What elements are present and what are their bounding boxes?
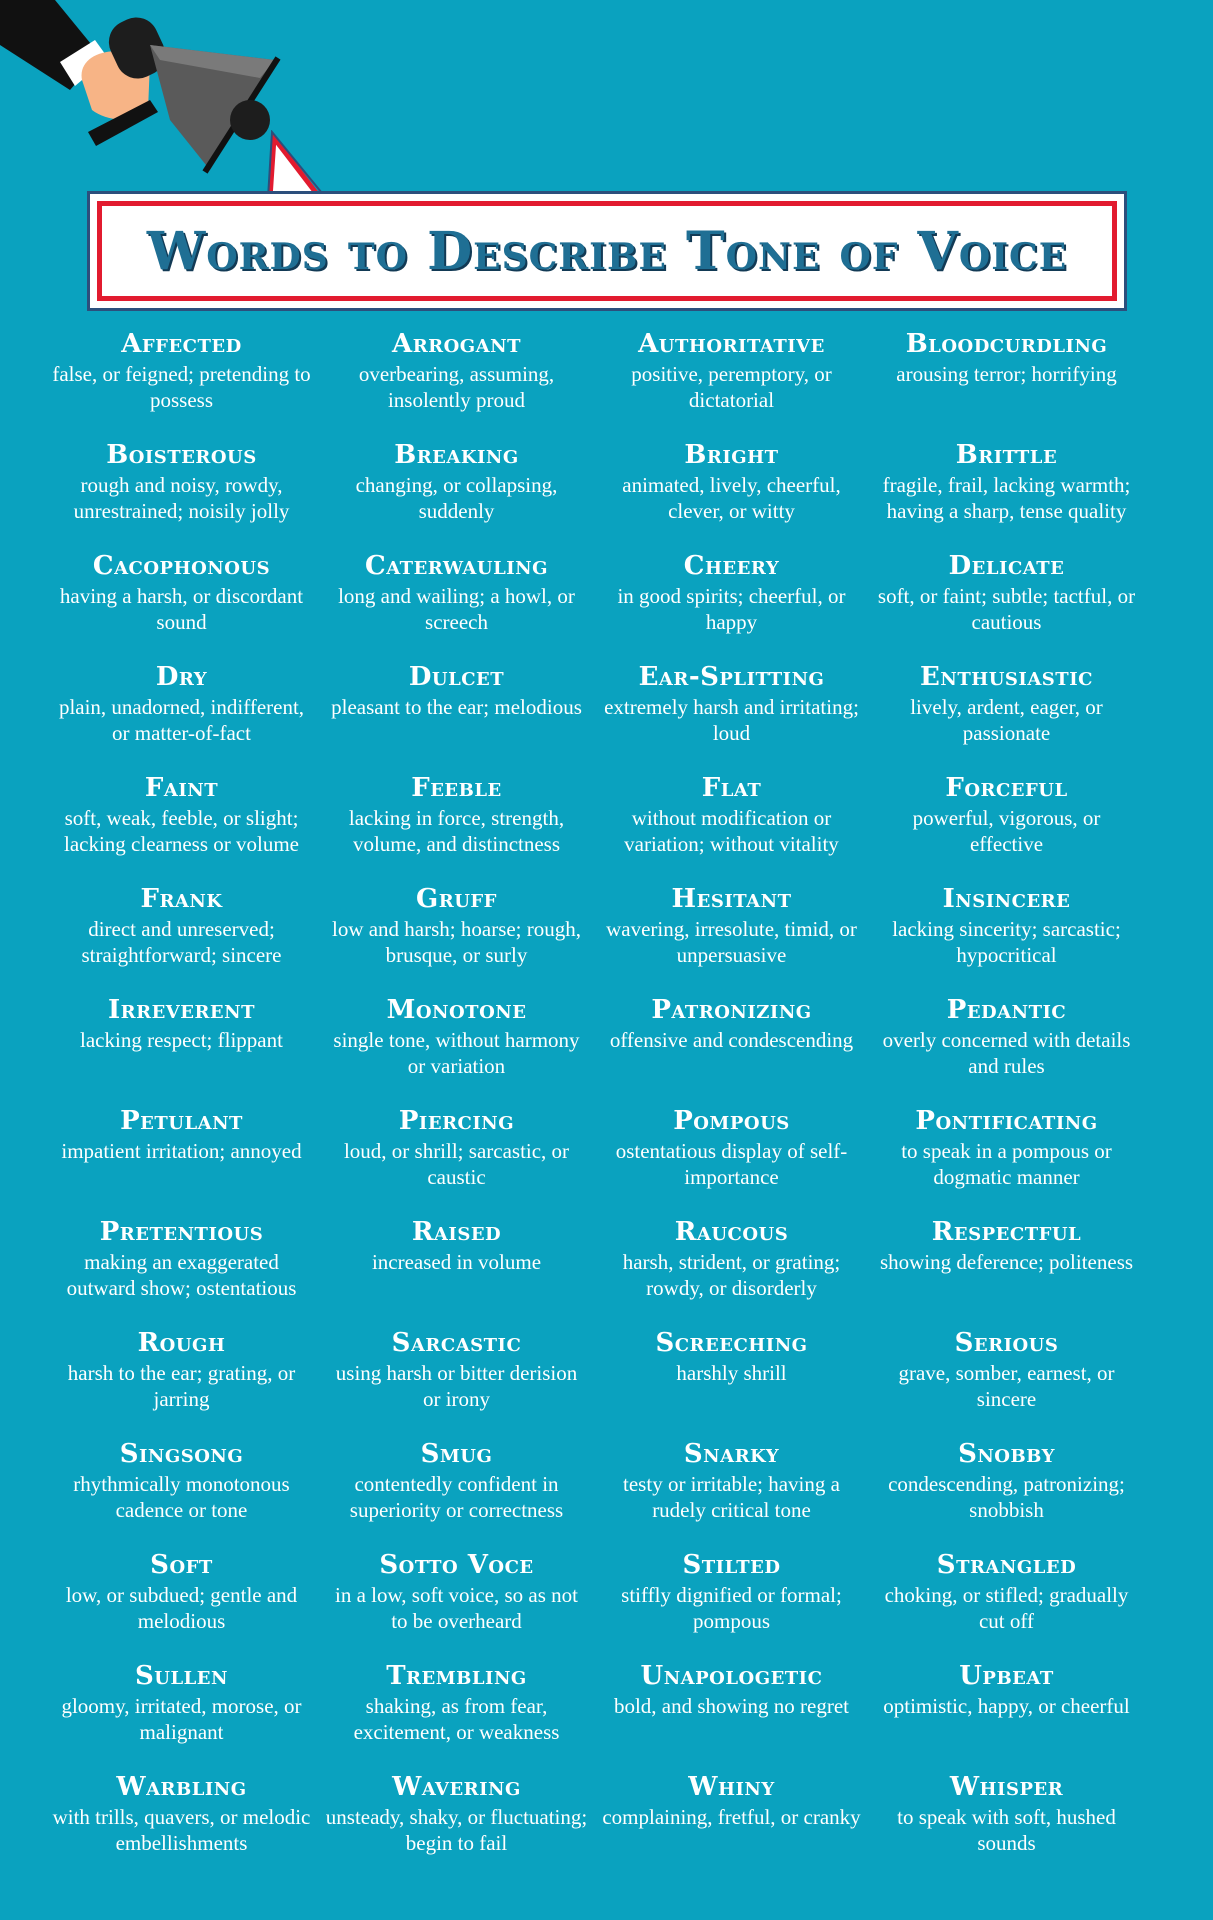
word-entry [44, 1548, 319, 1659]
word-definition: harshly shrill [676, 1361, 787, 1385]
word-term: Caterwauling [365, 551, 548, 581]
word-term: Whisper [949, 1772, 1064, 1802]
word-entry [594, 771, 869, 882]
word-term: Unapologetic [640, 1661, 823, 1691]
word-entry [319, 1215, 594, 1326]
word-definition: making an exaggerated outward show; ostentatious [66, 1250, 297, 1300]
word-definition: to speak in a pompous or dogmatic manner [901, 1139, 1112, 1189]
word-entry [869, 1548, 1144, 1659]
word-entry [319, 1770, 594, 1881]
word-term: Snobby [958, 1439, 1055, 1469]
word-term: Screeching [655, 1328, 808, 1358]
word-term: Pompous [673, 1106, 790, 1136]
word-definition: changing, or collapsing, suddenly [355, 473, 558, 523]
word-entry [869, 771, 1144, 882]
word-definition: overly concerned with details and rules [882, 1028, 1131, 1078]
word-term: Soft [150, 1550, 213, 1580]
word-term: Upbeat [959, 1661, 1054, 1691]
word-entry [869, 327, 1144, 438]
word-definition: lacking sincerity; sarcastic; hypocritical [892, 917, 1121, 967]
word-definition: to speak with soft, hushed sounds [897, 1805, 1116, 1855]
word-definition: arousing terror; horrifying [896, 362, 1117, 386]
word-term: Boisterous [106, 440, 257, 470]
word-term: Ear-Splitting [638, 662, 825, 692]
word-term: Cheery [683, 551, 780, 581]
word-term: Sullen [135, 1661, 228, 1691]
word-definition: stiffly dignified or formal; pompous [621, 1583, 842, 1633]
word-term: Serious [954, 1328, 1059, 1358]
word-entry [44, 1770, 319, 1881]
word-entry [869, 438, 1144, 549]
word-definition: in a low, soft voice, so as not to be overheard [334, 1583, 579, 1633]
word-term: Petulant [120, 1106, 243, 1136]
word-term: Affected [121, 329, 242, 359]
word-term: Trembling [386, 1661, 527, 1691]
word-entry [869, 1659, 1144, 1770]
word-definition: contentedly confident in superiority or correctness [349, 1472, 564, 1522]
word-entry [869, 1437, 1144, 1548]
word-entry [44, 771, 319, 882]
word-definition: soft, weak, feeble, or slight; lacking clearness or volume [64, 806, 299, 856]
word-entry [594, 1770, 869, 1881]
word-definition: direct and unreserved; straightforward; sincere [81, 917, 282, 967]
word-entry [44, 327, 319, 438]
word-definition: complaining, fretful, or cranky [602, 1805, 861, 1829]
word-definition: soft, or faint; subtle; tactful, or cautious [877, 584, 1136, 634]
word-definition: powerful, vigorous, or effective [912, 806, 1101, 856]
word-term: Arrogant [392, 329, 521, 359]
word-entry [44, 882, 319, 993]
word-term: Frank [140, 884, 223, 914]
word-definition: optimistic, happy, or cheerful [883, 1694, 1130, 1718]
word-term: Cacophonous [92, 551, 271, 581]
word-entry [319, 1437, 594, 1548]
word-term: Snarky [683, 1439, 780, 1469]
word-term: Raucous [674, 1217, 789, 1247]
word-definition: wavering, irresolute, timid, or unpersuasive [606, 917, 857, 967]
word-term: Pedantic [946, 995, 1067, 1025]
word-term: Respectful [931, 1217, 1082, 1247]
word-definition: in good spirits; cheerful, or happy [617, 584, 846, 634]
word-entry [594, 438, 869, 549]
word-entry [44, 549, 319, 660]
word-definition: rough and noisy, rowdy, unrestrained; noisily jolly [73, 473, 290, 523]
word-term: Irreverent [107, 995, 255, 1025]
word-grid [44, 327, 1144, 1881]
word-definition: without modification or variation; without vitality [624, 806, 839, 856]
word-definition: false, or feigned; pretending to possess [52, 362, 311, 412]
word-definition: pleasant to the ear; melodious [331, 695, 582, 719]
word-term: Bloodcurdling [905, 329, 1108, 359]
word-definition: lacking in force, strength, volume, and distinctness [348, 806, 565, 856]
word-term: Pontificating [915, 1106, 1098, 1136]
speech-bubble-tail [250, 130, 340, 200]
word-entry [319, 882, 594, 993]
word-entry [44, 1326, 319, 1437]
word-entry [594, 1548, 869, 1659]
word-entry [44, 660, 319, 771]
word-entry [869, 1770, 1144, 1881]
word-term: Faint [144, 773, 219, 803]
word-entry [44, 1104, 319, 1215]
word-entry [869, 882, 1144, 993]
word-definition: rhythmically monotonous cadence or tone [73, 1472, 290, 1522]
word-entry [594, 549, 869, 660]
word-definition: long and wailing; a howl, or screech [338, 584, 575, 634]
word-entry [44, 1215, 319, 1326]
word-term: Flat [701, 773, 762, 803]
word-term: Enthusiastic [920, 662, 1093, 692]
word-definition: loud, or shrill; sarcastic, or caustic [343, 1139, 570, 1189]
word-entry [319, 1104, 594, 1215]
word-entry [319, 1326, 594, 1437]
word-term: Feeble [411, 773, 502, 803]
word-entry [44, 1659, 319, 1770]
word-entry [869, 993, 1144, 1104]
word-entry [44, 993, 319, 1104]
word-definition: increased in volume [371, 1250, 542, 1274]
word-term: Forceful [945, 773, 1068, 803]
word-term: Rough [137, 1328, 226, 1358]
word-definition: low, or subdued; gentle and melodious [65, 1583, 298, 1633]
word-definition: gloomy, irritated, morose, or malignant [61, 1694, 302, 1744]
word-entry [594, 327, 869, 438]
word-definition: overbearing, assuming, insolently proud [358, 362, 555, 412]
word-term: Patronizing [651, 995, 812, 1025]
word-term: Warbling [116, 1772, 247, 1802]
word-definition: animated, lively, cheerful, clever, or witty [622, 473, 841, 523]
word-definition: bold, and showing no regret [613, 1694, 850, 1718]
word-term: Sotto Voce [379, 1550, 534, 1580]
word-definition: having a harsh, or discordant sound [59, 584, 304, 634]
word-entry [594, 1326, 869, 1437]
word-entry [869, 1104, 1144, 1215]
word-term: Insincere [942, 884, 1071, 914]
word-definition: grave, somber, earnest, or sincere [898, 1361, 1115, 1411]
word-term: Monotone [386, 995, 527, 1025]
word-term: Delicate [948, 551, 1065, 581]
word-definition: ostentatious display of self-importance [615, 1139, 848, 1189]
word-term: Gruff [416, 884, 497, 914]
word-definition: harsh to the ear; grating, or jarring [67, 1361, 296, 1411]
word-entry [594, 1104, 869, 1215]
word-definition: extremely harsh and irritating; loud [604, 695, 859, 745]
word-entry [869, 1215, 1144, 1326]
word-entry [319, 993, 594, 1104]
word-definition: showing deference; politeness [879, 1250, 1134, 1274]
word-term: Piercing [398, 1106, 515, 1136]
word-term: Dry [155, 662, 208, 692]
word-entry [44, 438, 319, 549]
word-definition: fragile, frail, lacking warmth; having a sharp, tense quality [882, 473, 1131, 523]
word-entry [594, 1437, 869, 1548]
word-definition: unsteady, shaky, or fluctuating; begin to fail [325, 1805, 588, 1855]
title-banner-inner [97, 201, 1117, 301]
word-definition: plain, unadorned, indifferent, or matter-of-fact [58, 695, 305, 745]
word-term: Smug [420, 1439, 493, 1469]
word-entry [594, 660, 869, 771]
word-definition: positive, peremptory, or dictatorial [631, 362, 832, 412]
word-entry [594, 882, 869, 993]
word-term: Stilted [682, 1550, 781, 1580]
word-term: Whiny [688, 1772, 775, 1802]
word-entry [594, 993, 869, 1104]
word-term: Singsong [119, 1439, 244, 1469]
title-banner [87, 191, 1127, 311]
word-entry [319, 327, 594, 438]
word-definition: condescending, patronizing; snobbish [888, 1472, 1125, 1522]
word-term: Brittle [955, 440, 1058, 470]
word-entry [869, 660, 1144, 771]
word-entry [319, 660, 594, 771]
word-term: Sarcastic [391, 1328, 522, 1358]
word-term: Wavering [392, 1772, 521, 1802]
word-definition: choking, or stifled; gradually cut off [884, 1583, 1129, 1633]
word-definition: single tone, without harmony or variation [333, 1028, 580, 1078]
word-definition: shaking, as from fear, excitement, or weakness [353, 1694, 560, 1744]
word-definition: testy or irritable; having a rudely critical tone [623, 1472, 840, 1522]
word-term: Raised [411, 1217, 502, 1247]
word-definition: using harsh or bitter derision or irony [335, 1361, 578, 1411]
word-definition: lively, ardent, eager, or passionate [910, 695, 1103, 745]
word-term: Hesitant [671, 884, 792, 914]
word-term: Pretentious [99, 1217, 264, 1247]
word-definition: low and harsh; hoarse; rough, brusque, or surly [331, 917, 582, 967]
word-definition: offensive and condescending [609, 1028, 854, 1052]
word-entry [594, 1659, 869, 1770]
word-definition: with trills, quavers, or melodic embellishments [52, 1805, 311, 1855]
word-entry [319, 1659, 594, 1770]
word-definition: harsh, strident, or grating; rowdy, or disorderly [622, 1250, 841, 1300]
word-entry [594, 1215, 869, 1326]
word-definition: lacking respect; flippant [80, 1028, 283, 1052]
page-title: Words to Describe Tone of Voice [146, 220, 1068, 282]
word-term: Breaking [394, 440, 519, 470]
word-entry [319, 1548, 594, 1659]
word-entry [44, 1437, 319, 1548]
word-term: Strangled [936, 1550, 1077, 1580]
word-definition: impatient irritation; annoyed [61, 1139, 302, 1163]
word-entry [869, 1326, 1144, 1437]
word-term: Authoritative [638, 329, 825, 359]
word-entry [319, 438, 594, 549]
word-entry [319, 771, 594, 882]
word-term: Dulcet [408, 662, 505, 692]
word-entry [319, 549, 594, 660]
word-entry [869, 549, 1144, 660]
word-term: Bright [684, 440, 779, 470]
